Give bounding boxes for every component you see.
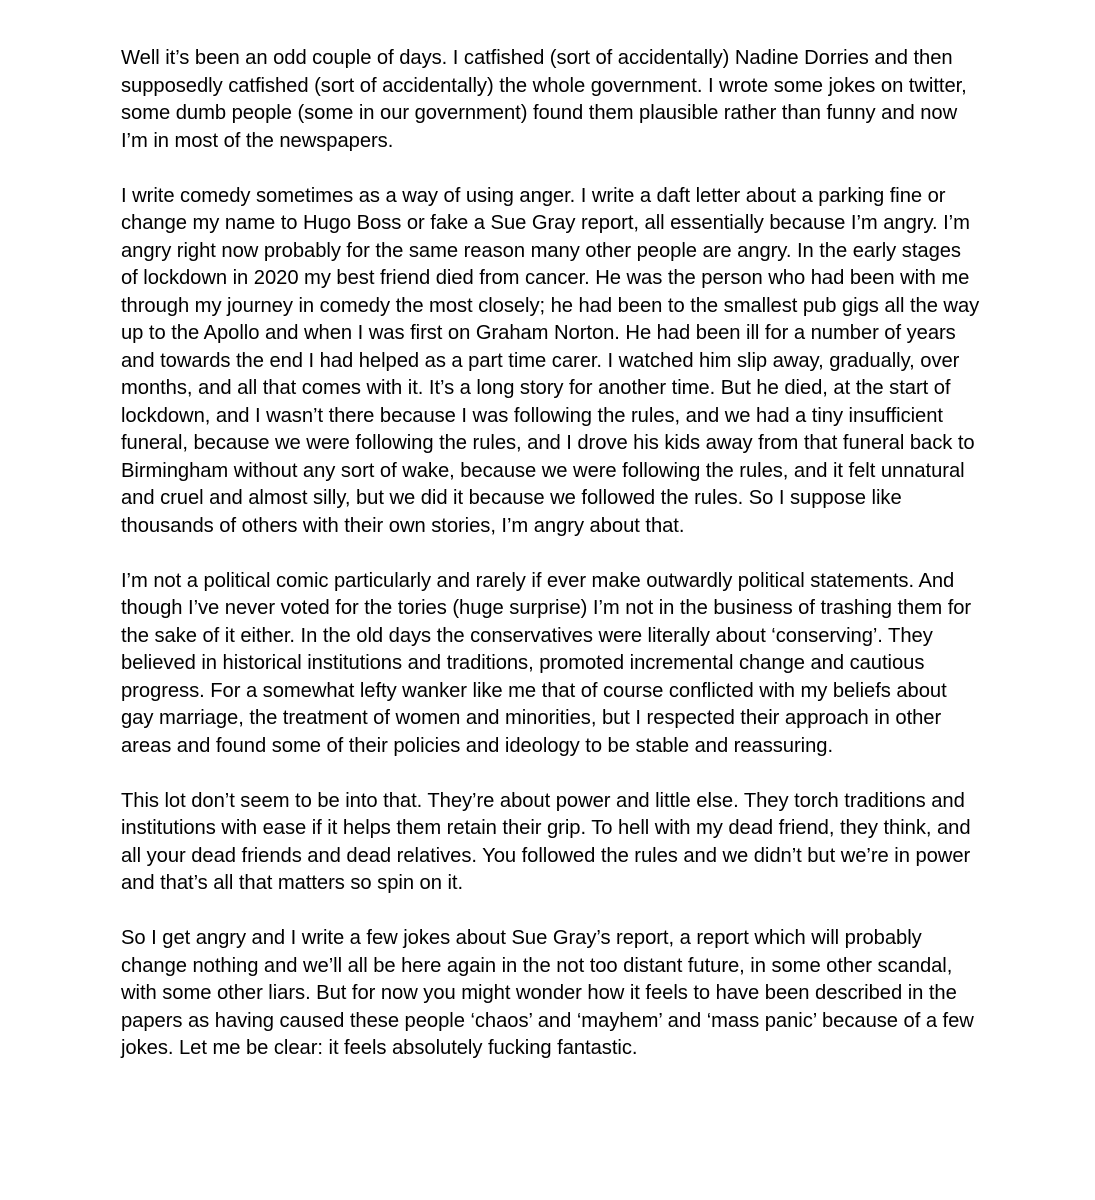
paragraph-5: So I get angry and I write a few jokes about Sue Gray’s report, a report which will probably change nothing and we’ll all be here again in the not too distant future, in some other scandal, with some other liars. But for now you might wonder how it feels to have been described in the papers as having caused these people ‘chaos’ and ‘mayhem’ and ‘mass panic’ because of a few jokes. Let me be clear: it feels absolutely fucking fantastic.	[121, 927, 974, 1059]
paragraph-2: I write comedy sometimes as a way of using anger. I write a daft letter about a parking fine or change my name to Hugo Boss or fake a Sue Gray report, all essentially because I’m angry. I’m angry right now probably for the same reason many other people are angry. In the early stages of lockdown in 2020 my best friend died from cancer. He was the person who had been with me through my journey in comedy the most closely; he had been to the smallest pub gigs all the way up to the Apollo and when I was first on Graham Norton. He had been ill for a number of years and towards the end I had helped as a part time carer. I watched him slip away, gradually, over months, and all that comes with it. It’s a long story for another time. But he died, at the start of lockdown, and I wasn’t there because I was following the rules, and we had a tiny insufficient funeral, because we were following the rules, and I drove his kids away from that funeral back to Birmingham without any sort of wake, because we were following the rules, and it felt unnatural and cruel and almost silly, but we did it because we followed the rules. So I suppose like thousands of others with their own stories, I’m angry about that.	[121, 184, 980, 537]
paragraph-1: Well it’s been an odd couple of days. I catfished (sort of accidentally) Nadine Dorries and then supposedly catfished (sort of accidentally) the whole government. I wrote some jokes on twitter, some dumb people (some in our government) found them plausible rather than funny and now I’m in most of the newspapers.	[121, 47, 967, 152]
paragraph-3: I’m not a political comic particularly and rarely if ever make outwardly political statements. And though I’ve never voted for the tories (huge surprise) I’m not in the business of trashing them for the sake of it either. In the old days the conservatives were literally about ‘conserving’. They believed in historical institutions and traditions, promoted incremental change and cautious progress. For a somewhat lefty wanker like me that of course conflicted with my beliefs about gay marriage, the treatment of women and minorities, but I respected their approach in other areas and found some of their policies and ideology to be stable and reassuring.	[121, 569, 972, 757]
document-body	[121, 45, 981, 1063]
paragraph-4: This lot don’t seem to be into that. They’re about power and little else. They torch traditions and institutions with ease if it helps them retain their grip. To hell with my dead friend, they think, and all your dead friends and dead relatives. You followed the rules and we didn’t but we’re in power and that’s all that matters so spin on it.	[121, 789, 971, 894]
